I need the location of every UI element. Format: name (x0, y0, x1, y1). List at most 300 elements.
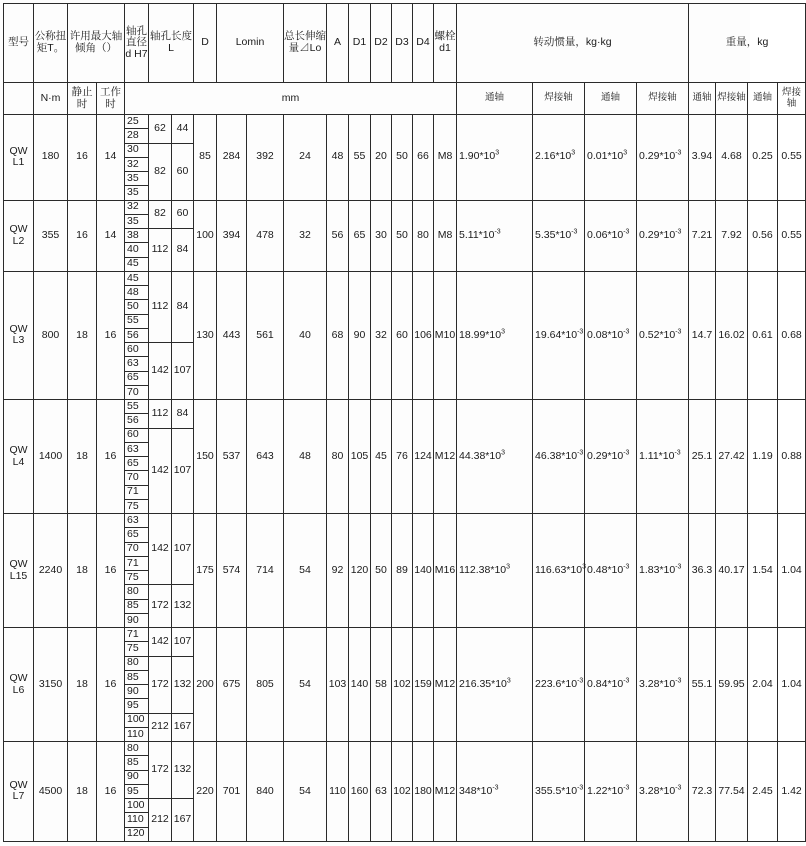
weight-value: 59.95 (716, 628, 748, 742)
weight-value: 0.55 (778, 200, 806, 271)
inertia-value (637, 400, 689, 514)
dim-bolt: M16 (434, 514, 457, 628)
dim-D4: 124 (413, 400, 434, 514)
dim-D4: 106 (413, 271, 434, 399)
inertia-exponent: -3 (623, 784, 630, 792)
bore-diameter: 60 (125, 428, 149, 442)
dim-A: 110 (327, 742, 349, 842)
dim-D3: 76 (392, 400, 413, 514)
inertia-exponent: -3 (623, 228, 630, 236)
inertia-value (457, 742, 533, 842)
inertia-base: 5.11*10 (459, 228, 495, 241)
bore-length-2: 84 (172, 400, 194, 429)
header-D1: D1 (349, 4, 371, 83)
dim-A: 48 (327, 115, 349, 201)
bore-diameter: 110 (125, 727, 149, 741)
inertia-value (533, 628, 585, 742)
bore-diameter: 71 (125, 556, 149, 570)
dim-expansion: 48 (284, 400, 327, 514)
inertia-value (533, 742, 585, 842)
weight-value: 0.55 (778, 115, 806, 201)
bore-diameter: 65 (125, 528, 149, 542)
bore-diameter: 90 (125, 613, 149, 627)
dim-D3: 50 (392, 200, 413, 271)
nominal-torque: 1400 (34, 400, 68, 514)
dim-D4: 159 (413, 628, 434, 742)
inertia-exponent: -3 (675, 328, 682, 336)
bore-diameter: 63 (125, 514, 149, 528)
dim-Lomin: 284 (217, 115, 247, 201)
angle-working: 14 (97, 115, 125, 201)
bore-diameter: 40 (125, 243, 149, 257)
bore-length-2: 107 (172, 343, 194, 400)
dim-Lomin: 574 (217, 514, 247, 628)
weight-value: 1.04 (778, 628, 806, 742)
dim-D: 220 (194, 742, 217, 842)
bore-diameter: 75 (125, 642, 149, 656)
inertia-value (585, 400, 637, 514)
bore-length-1: 142 (149, 343, 172, 400)
inertia-value (457, 628, 533, 742)
bore-length-2: 167 (172, 799, 194, 842)
inertia-exponent: -3 (675, 677, 682, 685)
header-bore-diameter: 轴孔直径d H7 (125, 4, 149, 83)
dim-D3: 102 (392, 742, 413, 842)
weight-value: 4.68 (716, 115, 748, 201)
inertia-value (533, 115, 585, 201)
subheader-weight-welded: 焊接轴 (716, 83, 748, 115)
bore-diameter: 63 (125, 357, 149, 371)
inertia-exponent: -3 (577, 449, 584, 457)
inertia-base: 18.99*10 (459, 328, 502, 341)
bore-length-2: 60 (172, 200, 194, 229)
dim-D1: 90 (349, 271, 371, 399)
bore-length-2: 84 (172, 271, 194, 342)
inertia-exponent: -3 (674, 449, 681, 457)
bore-diameter: 65 (125, 457, 149, 471)
dim-D2: 45 (371, 400, 392, 514)
dim-D3: 89 (392, 514, 413, 628)
subheader-torque-unit: N·m (34, 83, 68, 115)
bore-length-1: 172 (149, 585, 172, 628)
model-name: QW L15 (4, 514, 34, 628)
bore-diameter: 100 (125, 713, 149, 727)
weight-value: 3.94 (689, 115, 716, 201)
angle-working: 16 (97, 514, 125, 628)
angle-working: 16 (97, 271, 125, 399)
inertia-value (637, 514, 689, 628)
inertia-value (585, 742, 637, 842)
subheader-row (4, 83, 806, 115)
bore-diameter: 63 (125, 442, 149, 456)
weight-value: 16.02 (716, 271, 748, 399)
nominal-torque: 2240 (34, 514, 68, 628)
bore-diameter: 35 (125, 186, 149, 200)
bore-diameter: 35 (125, 172, 149, 186)
angle-static: 18 (68, 514, 97, 628)
inertia-base: 1.11*10 (639, 449, 675, 462)
weight-value: 0.68 (778, 271, 806, 399)
inertia-value (533, 200, 585, 271)
weight-value: 2.04 (748, 628, 778, 742)
bore-length-1: 112 (149, 271, 172, 342)
header-weight: 重量，kg (689, 4, 806, 83)
subheader-weight-through-2: 通轴 (748, 83, 778, 115)
inertia-value (533, 514, 585, 628)
dim-Lomin: 443 (217, 271, 247, 399)
bore-diameter: 48 (125, 286, 149, 300)
table-row (4, 115, 806, 129)
dim-D3: 60 (392, 271, 413, 399)
bore-length-1: 212 (149, 713, 172, 742)
header-bolt: 螺栓d1 (434, 4, 457, 83)
inertia-exponent: -3 (675, 563, 682, 571)
inertia-base: 1.22*10 (587, 784, 624, 797)
table-row (4, 742, 806, 756)
bore-diameter: 50 (125, 300, 149, 314)
inertia-base: 5.35*10 (535, 228, 572, 241)
table-row (4, 200, 806, 214)
bore-diameter: 80 (125, 656, 149, 670)
inertia-exponent: 3 (501, 449, 505, 457)
table-row (4, 628, 806, 642)
inertia-base: 0.84*10 (587, 677, 624, 690)
bore-length-1: 112 (149, 400, 172, 429)
dim-bolt: M12 (434, 742, 457, 842)
header-model: 型号 (4, 4, 34, 83)
inertia-base: 3.28*10 (639, 677, 676, 690)
bore-diameter: 71 (125, 628, 149, 642)
bore-diameter: 85 (125, 756, 149, 770)
inertia-exponent: -3 (494, 228, 501, 236)
inertia-base: 355.5*10 (535, 784, 578, 797)
bore-diameter: 95 (125, 699, 149, 713)
inertia-exponent: 3 (495, 149, 500, 157)
dim-D1: 160 (349, 742, 371, 842)
inertia-value (585, 271, 637, 399)
model-name: QW L2 (4, 200, 34, 271)
bore-diameter: 45 (125, 257, 149, 271)
bore-length-2: 132 (172, 742, 194, 799)
header-row (4, 4, 806, 83)
bore-length-1: 172 (149, 742, 172, 799)
dim-Lomin: 701 (217, 742, 247, 842)
angle-static: 18 (68, 271, 97, 399)
bore-length-1: 82 (149, 200, 172, 229)
inertia-exponent: 3 (506, 677, 511, 685)
inertia-exponent: 3 (623, 149, 628, 157)
inertia-exponent: -3 (623, 328, 630, 336)
inertia-exponent: -3 (623, 449, 630, 457)
dim-D1: 55 (349, 115, 371, 201)
inertia-base: 3.28*10 (639, 784, 676, 797)
dim-D3: 102 (392, 628, 413, 742)
nominal-torque: 3150 (34, 628, 68, 742)
bore-diameter: 55 (125, 400, 149, 414)
bore-diameter: 71 (125, 485, 149, 499)
weight-value: 0.61 (748, 271, 778, 399)
dim-D2: 32 (371, 271, 392, 399)
inertia-base: 19.64*10 (535, 328, 578, 341)
inertia-value (637, 742, 689, 842)
weight-value: 1.04 (778, 514, 806, 628)
bore-length-2: 107 (172, 628, 194, 657)
inertia-exponent: 3 (582, 563, 587, 571)
inertia-base: 44.38*10 (459, 449, 502, 462)
weight-value: 1.19 (748, 400, 778, 514)
angle-working: 14 (97, 200, 125, 271)
header-Lomin: Lomin (217, 4, 284, 83)
inertia-value (585, 514, 637, 628)
inertia-base: 0.29*10 (587, 449, 624, 462)
header-inertia: 转动惯量，kg·kg (457, 4, 689, 83)
inertia-base: 0.29*10 (639, 150, 676, 163)
dim-D4: 66 (413, 115, 434, 201)
bore-length-2: 60 (172, 143, 194, 200)
bore-diameter: 45 (125, 271, 149, 285)
inertia-exponent: -3 (571, 228, 578, 236)
inertia-exponent: -3 (577, 677, 584, 685)
subheader-weight-through: 通轴 (689, 83, 716, 115)
angle-static: 16 (68, 200, 97, 271)
dim-bolt: M10 (434, 271, 457, 399)
subheader-working: 工作时 (97, 83, 125, 115)
inertia-value (533, 271, 585, 399)
bore-diameter: 75 (125, 571, 149, 585)
dim-D4: 80 (413, 200, 434, 271)
bore-diameter: 65 (125, 371, 149, 385)
angle-working: 16 (97, 628, 125, 742)
inertia-base: 1.90*10 (459, 150, 496, 163)
inertia-value (457, 400, 533, 514)
inertia-exponent: -3 (623, 563, 630, 571)
inertia-base: 2.16*10 (535, 150, 572, 163)
inertia-exponent: -3 (492, 784, 499, 792)
bore-length-1: 212 (149, 799, 172, 842)
inertia-base: 348*10 (459, 784, 493, 797)
header-A: A (327, 4, 349, 83)
weight-value: 7.92 (716, 200, 748, 271)
dim-D2: 50 (371, 514, 392, 628)
table-row (4, 400, 806, 414)
bore-diameter: 32 (125, 157, 149, 171)
dim-D4: 180 (413, 742, 434, 842)
bore-diameter: 90 (125, 685, 149, 699)
header-D4: D4 (413, 4, 434, 83)
bore-diameter: 70 (125, 471, 149, 485)
bore-length-2: 107 (172, 514, 194, 585)
dim-D: 130 (194, 271, 217, 399)
weight-value: 36.3 (689, 514, 716, 628)
angle-static: 18 (68, 400, 97, 514)
dim-Lo2: 478 (247, 200, 284, 271)
nominal-torque: 4500 (34, 742, 68, 842)
weight-value: 1.42 (778, 742, 806, 842)
bore-length-1: 112 (149, 229, 172, 272)
inertia-value (457, 271, 533, 399)
bore-diameter: 56 (125, 414, 149, 428)
subheader-blank (4, 83, 34, 115)
model-name: QW L7 (4, 742, 34, 842)
dim-A: 92 (327, 514, 349, 628)
inertia-exponent: -3 (623, 677, 630, 685)
subheader-inertia-through-2: 通轴 (585, 83, 637, 115)
dim-expansion: 54 (284, 514, 327, 628)
bore-diameter: 100 (125, 799, 149, 813)
weight-value: 2.45 (748, 742, 778, 842)
inertia-base: 112.38*10 (459, 563, 507, 576)
inertia-exponent: -3 (675, 228, 682, 236)
dim-D3: 50 (392, 115, 413, 201)
dim-Lo2: 561 (247, 271, 284, 399)
table-row (4, 514, 806, 528)
header-D2: D2 (371, 4, 392, 83)
inertia-base: 1.83*10 (639, 563, 676, 576)
bore-diameter: 70 (125, 385, 149, 399)
dim-Lomin: 675 (217, 628, 247, 742)
bore-diameter: 35 (125, 214, 149, 228)
dim-Lomin: 394 (217, 200, 247, 271)
inertia-value (637, 200, 689, 271)
model-name: QW L4 (4, 400, 34, 514)
nominal-torque: 355 (34, 200, 68, 271)
bore-length-2: 132 (172, 585, 194, 628)
bore-diameter: 85 (125, 670, 149, 684)
table-row (4, 271, 806, 285)
dim-D2: 63 (371, 742, 392, 842)
inertia-value (457, 514, 533, 628)
inertia-exponent: 3 (571, 149, 576, 157)
bore-length-1: 142 (149, 628, 172, 657)
dim-expansion: 24 (284, 115, 327, 201)
header-expansion: 总长伸缩量⊿Lo (284, 4, 327, 83)
model-name: QW L3 (4, 271, 34, 399)
inertia-base: 0.52*10 (639, 328, 676, 341)
dim-expansion: 32 (284, 200, 327, 271)
bore-diameter: 60 (125, 343, 149, 357)
dim-D: 150 (194, 400, 217, 514)
weight-value: 40.17 (716, 514, 748, 628)
bore-diameter: 85 (125, 599, 149, 613)
dim-Lomin: 537 (217, 400, 247, 514)
dim-D: 85 (194, 115, 217, 201)
inertia-value (457, 115, 533, 201)
angle-working: 16 (97, 742, 125, 842)
model-name: QW L6 (4, 628, 34, 742)
weight-value: 72.3 (689, 742, 716, 842)
weight-value: 27.42 (716, 400, 748, 514)
bore-diameter: 75 (125, 499, 149, 513)
dim-D1: 65 (349, 200, 371, 271)
dim-A: 103 (327, 628, 349, 742)
bore-diameter: 32 (125, 200, 149, 214)
bore-length-2: 132 (172, 656, 194, 713)
weight-value: 77.54 (716, 742, 748, 842)
inertia-exponent: 3 (506, 563, 511, 571)
dim-D: 100 (194, 200, 217, 271)
dim-A: 68 (327, 271, 349, 399)
bore-length-1: 62 (149, 115, 172, 144)
inertia-base: 0.48*10 (587, 563, 624, 576)
dim-Lo2: 392 (247, 115, 284, 201)
bore-length-2: 167 (172, 713, 194, 742)
header-D3: D3 (392, 4, 413, 83)
bore-length-1: 142 (149, 428, 172, 514)
dim-D4: 140 (413, 514, 434, 628)
subheader-inertia-welded-2: 焊接轴 (637, 83, 689, 115)
header-angle: 许用最大轴倾角（） (68, 4, 125, 83)
dim-D2: 58 (371, 628, 392, 742)
weight-value: 7.21 (689, 200, 716, 271)
dim-A: 80 (327, 400, 349, 514)
subheader-mm: mm (125, 83, 457, 115)
inertia-base: 0.29*10 (639, 228, 676, 241)
dim-D2: 20 (371, 115, 392, 201)
weight-value: 0.56 (748, 200, 778, 271)
weight-value: 0.88 (778, 400, 806, 514)
bore-diameter: 56 (125, 328, 149, 342)
inertia-value (585, 628, 637, 742)
bore-length-2: 44 (172, 115, 194, 144)
bore-diameter: 70 (125, 542, 149, 556)
model-name: QW L1 (4, 115, 34, 201)
inertia-value (457, 200, 533, 271)
weight-value: 55.1 (689, 628, 716, 742)
dim-bolt: M8 (434, 115, 457, 201)
dim-D1: 140 (349, 628, 371, 742)
weight-value: 1.54 (748, 514, 778, 628)
angle-static: 18 (68, 628, 97, 742)
bore-diameter: 55 (125, 314, 149, 328)
subheader-inertia-welded: 焊接轴 (533, 83, 585, 115)
bore-diameter: 28 (125, 129, 149, 143)
angle-static: 18 (68, 742, 97, 842)
dim-D1: 120 (349, 514, 371, 628)
inertia-value (637, 115, 689, 201)
bore-length-1: 142 (149, 514, 172, 585)
bore-length-1: 82 (149, 143, 172, 200)
dim-expansion: 54 (284, 742, 327, 842)
inertia-exponent: -3 (675, 149, 682, 157)
weight-value: 0.25 (748, 115, 778, 201)
inertia-exponent: -3 (675, 784, 682, 792)
inertia-exponent: -3 (577, 784, 584, 792)
header-D: D (194, 4, 217, 83)
inertia-base: 0.06*10 (587, 228, 624, 241)
weight-value: 25.1 (689, 400, 716, 514)
inertia-base: 116.63*10 (535, 563, 583, 576)
bore-diameter: 30 (125, 143, 149, 157)
dim-Lo2: 643 (247, 400, 284, 514)
coupling-spec-table (3, 3, 806, 842)
weight-value: 14.7 (689, 271, 716, 399)
dim-expansion: 54 (284, 628, 327, 742)
inertia-base: 46.38*10 (535, 449, 578, 462)
dim-Lo2: 840 (247, 742, 284, 842)
bore-diameter: 120 (125, 827, 149, 841)
angle-static: 16 (68, 115, 97, 201)
bore-diameter: 25 (125, 115, 149, 129)
dim-D1: 105 (349, 400, 371, 514)
header-bore-length: 轴孔长度L (149, 4, 194, 83)
dim-D: 200 (194, 628, 217, 742)
bore-length-2: 107 (172, 428, 194, 514)
inertia-base: 0.01*10 (587, 150, 624, 163)
header-torque: 公称扭矩T。 (34, 4, 68, 83)
inertia-exponent: 3 (501, 328, 505, 336)
dim-A: 56 (327, 200, 349, 271)
bore-diameter: 90 (125, 770, 149, 784)
